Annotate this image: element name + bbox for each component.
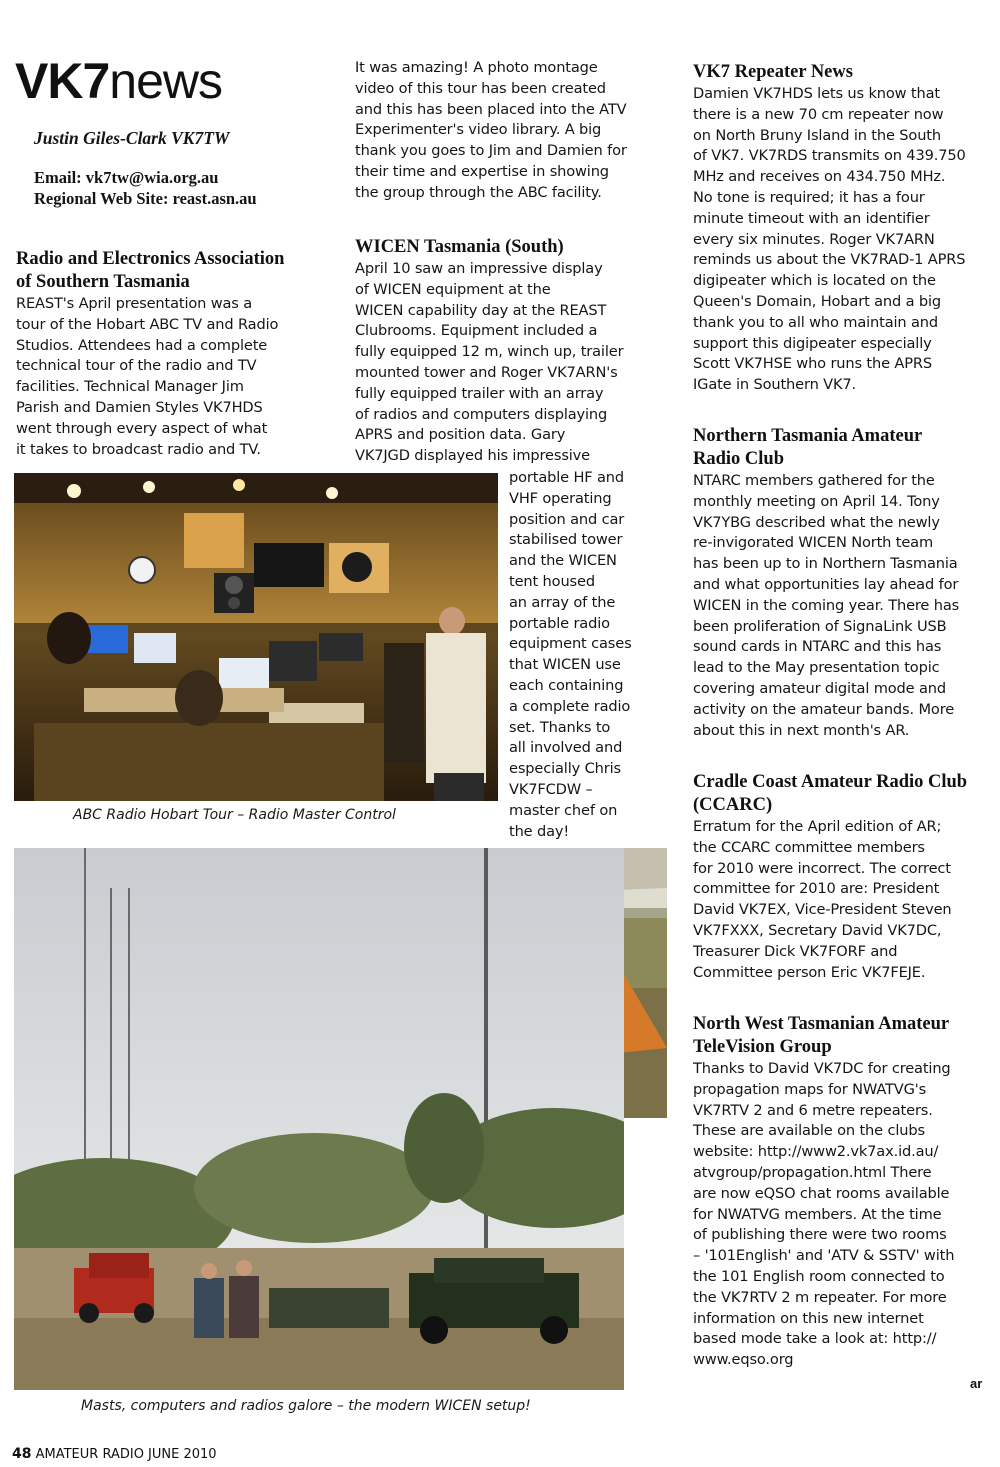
wicen-masts-illustration — [14, 848, 624, 1390]
email-line: Email: vk7tw@wia.org.au — [34, 168, 219, 187]
wicen-heading: WICEN Tasmania (South) — [355, 237, 564, 257]
page-number: 48 — [12, 1446, 32, 1462]
reast-body: REAST's April presentation was a tour of the Hobart ABC TV and Radio Studios. Attendees had a complete technical tour of the radio and TV facilities. Technical Manager Jim Parish and Damien Styles VK7HDS went through every aspect of what it takes to broadcast radio and TV. — [16, 295, 279, 458]
contact-block — [34, 167, 257, 209]
wicen-body-narrow: portable HF and VHF operating position and car stabilised tower and the WICEN tent housed an array of the portable radio equipment cases that WICEN use each containing a complete radio set. Thanks to all involved and especially Chris VK7FCDW – master chef on the day! — [509, 469, 632, 840]
repeater-body: Damien VK7HDS lets us know that there is a new 70 cm repeater now on North Bruny Island in the South of VK7. VK7RDS transmits on 439.750 MHz and receives on 434.750 MHz. No tone is required; it has a four minute timeout with an identifier every six minutes. Roger VK7ARN reminds us about the VK7RAD-1 APRS digipeater which is located on the Queen's Domain, Hobart and a big thank you to all who maintain and support this digipeater especially Scott VK7HSE who runs the APRS IGate in Southern VK7. — [693, 85, 966, 394]
repeater-heading: VK7 Repeater News — [693, 62, 853, 82]
magazine-issue: AMATEUR RADIO JUNE 2010 — [35, 1447, 217, 1462]
repeater-article — [693, 61, 993, 396]
ccarc-heading: Cradle Coast Amateur Radio Club (CCARC) — [693, 772, 968, 815]
ccarc-article — [693, 771, 993, 983]
web-line: Regional Web Site: reast.asn.au — [34, 189, 257, 208]
ntarc-heading: Northern Tasmania Amateur Radio Club — [693, 426, 923, 469]
nwatvg-heading: North West Tasmanian Amateur TeleVision Group — [693, 1014, 950, 1057]
ntarc-body: NTARC members gathered for the monthly meeting on April 14. Tony VK7YBG described what the newly re-invigorated WICEN North team has been up to in Northern Tasmania and what opportunities lay ahead for WICEN in the coming year. There has been proliferation of SignaLink USB sound cards in NTARC and this has lead to the May presentation topic covering amateur digital mode and activity on the amateur bands. More about this in next month's AR. — [693, 472, 960, 739]
wicen-photo-caption: Masts, computers and radios galore – the modern WICEN setup! — [81, 1398, 531, 1414]
nwatvg-body: Thanks to David VK7DC for creating propagation maps for NWATVG's VK7RTV 2 and 6 metre repeaters. These are available on the clubs website: http://www2.vk7ax.id.au/ atvgroup/propagation.html There are now eQSO chat rooms available for NWATVG members. At the time of publishing there were two rooms – '101English' and 'ATV & SSTV' with the 101 English room connected to the VK7RTV 2 m repeater. For more information on this new internet based mode take a look at: http:// www.eqso.org — [693, 1060, 955, 1369]
abc-article-continued: It was amazing! A photo montage video of this tour has been created and this has been placed into the ATV Experimenter's video library. A big thank you goes to Jim and Damien for their time and expertise in showing the group through the ABC facility. — [355, 59, 627, 201]
ccarc-body: Erratum for the April edition of AR; the CCARC committee members for 2010 were incorrect. The correct committee for 2010 are: President David VK7EX, Vice-President Steven VK7FXXX, Secretary David VK7DC, Treasurer Dick VK7FORF and Committee person Eric VK7FEJE. — [693, 818, 952, 981]
abc-control-room-illustration — [14, 473, 498, 801]
wicen-article — [355, 236, 675, 467]
masthead — [15, 52, 345, 112]
abc-photo-caption: ABC Radio Hobart Tour – Radio Master Control — [73, 807, 396, 823]
page-footer — [12, 1446, 217, 1462]
end-of-article-mark: ar — [970, 1376, 983, 1391]
wicen-masts-photo — [14, 848, 624, 1390]
nwatvg-article — [693, 1013, 993, 1371]
abc-control-room-photo — [14, 473, 498, 801]
masthead-news: news — [109, 53, 222, 109]
masthead-vk7: VK7 — [15, 53, 110, 109]
author-byline: Justin Giles-Clark VK7TW — [34, 128, 230, 148]
wicen-body: April 10 saw an impressive display of WICEN equipment at the WICEN capability day at the REAST Clubrooms. Equipment included a fully equipped 12 m, winch up, trailer mounted tower and Roger VK7ARN's fully equipped trailer with an array of radios and computers displaying APRS and position data. Gary VK7JGD displayed his impressive — [355, 260, 624, 465]
reast-article — [16, 248, 336, 460]
reast-heading: Radio and Electronics Association of Southern Tasmania — [16, 249, 285, 292]
ntarc-article — [693, 425, 993, 741]
